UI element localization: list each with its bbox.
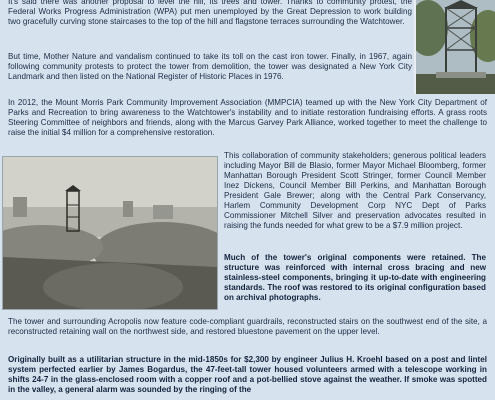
paragraph-wpa: It's said there was another proposal to level the hill, its trees and tower. Thanks to community protest, the Federal Works Progress Administration (WPA) put men unemployed by the Great Depression to work building two gracefully curving stone staircases to the top of the hill and flagstone terraces surrounding the Watchtower. xyxy=(8,0,412,26)
paragraph-components: Much of the tower's original components were retained. The structure was reinforced with internal cross bracing and new stainless-steel components, bringing it up-to-date with engineering standards. The roof was restored to its original configuration based on archival photographs. xyxy=(224,253,486,302)
paragraph-origins: Originally built as a utilitarian structure in the mid-1850s for $2,300 by engineer Julius H. Kroehl based on a post and lintel system perfected earlier by James Bogardus, the 47-feet-tall tower housed volunteers armed with a telescope working in shifts 24-7 in the glass-enclosed room with a copper roof and a pot-bellied stove against the weather. If smoke was spotted in the valley, a general alarm was sounded by the ringing of the xyxy=(8,355,487,394)
paragraph-landmark: But time, Mother Nature and vandalism continued to take its toll on the cast iron tower. Finally, in 1967, again following community protests to protect the tower from demolition, the tower was designated a New York City Landmark and then listed on the National Register of Historic Places in 1976. xyxy=(8,52,412,81)
paragraph-collaboration: This collaboration of community stakeholders; generous political leaders including Mayor Bill de Blasio, former Mayor Michael Bloomberg, former Manhattan Borough President Scott Stringer, former Council Member Inez Dickens, Council Member Bill Perkins, and Manhattan Borough President Gale Brewer; along with the Central Park Conservancy, Harlem Community Development Corp NYC Dept of Parks Commissioner Mitchell Silver and preservation advocates resulted in raising the funds needed for what grew to be a $7.9 million project. xyxy=(224,151,486,230)
watchtower-photo xyxy=(414,0,495,94)
paragraph-acropolis: The tower and surrounding Acropolis now feature code-compliant guardrails, reconstructed stairs on the southwest end of the site, a reconstructed retaining wall on the northwest side, and restored bluestone pavement on the upper level. xyxy=(8,317,487,336)
paragraph-mmpcia: In 2012, the Mount Morris Park Community Improvement Association (MMPCIA) teamed up with the New York City Department of Parks and Recreation to bring awareness to the Watchtower's instability and to initiate restoration fundraising efforts. A grass roots Steering Committee of neighbors and friends, along with the Marcus Garvey Park Alliance, worked together to meet the challenge to raise the initial $4 million for a comprehensive restoration. xyxy=(8,98,487,137)
historic-hill-photo xyxy=(2,156,218,310)
